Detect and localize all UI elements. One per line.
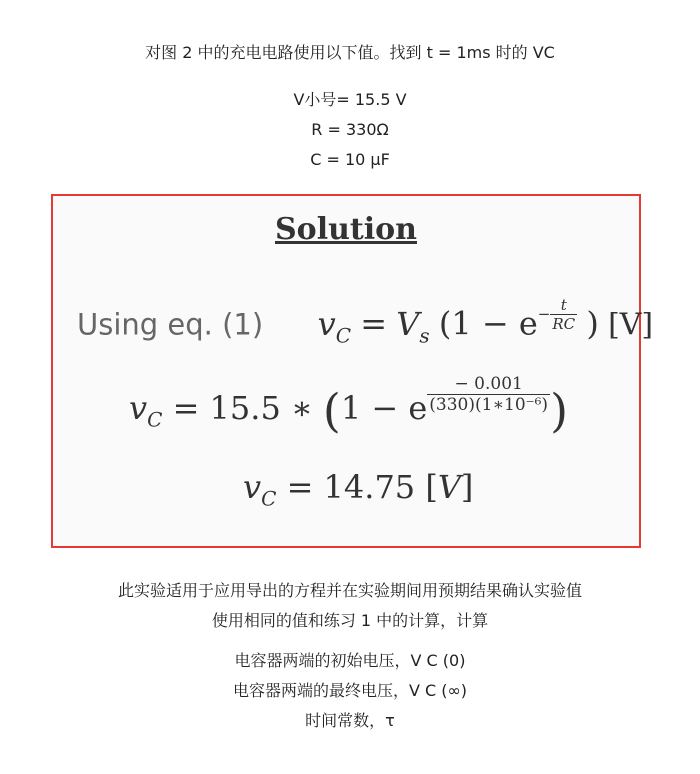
eq1-unit: [V] [608,307,654,343]
equation-3 [243,468,473,510]
eq1-close: ) [586,304,599,343]
equation-2 [129,374,569,438]
value-vs: V小号= 15.5 V [293,90,407,109]
eq2-rhs: = 15.5 ∗ [172,389,313,427]
eq1-vs: $V_s$ [396,304,430,347]
eq3-rhs: = 14.75 [ [286,468,438,506]
using-eq-label: Using eq. (1) [77,307,264,342]
solution-title: Solution [275,212,417,247]
solution-box [51,194,654,548]
equation-1 [77,296,653,347]
footer-item-time-constant: 时间常数，τ [305,711,395,730]
footer-item-initial-voltage: 电容器两端的初始电压，V C (0) [234,651,466,670]
footer-line-2: 使用相同的值和练习 1 中的计算，计算 [211,611,489,630]
eq2-exponent: − 0.001 (330)(1∗10⁻⁶) [429,374,549,415]
eq2-close-paren: ) [550,383,569,438]
footer-line-1: 此实验适用于应用导出的方程并在实验期间用预期结果确认实验值 [117,581,582,600]
eq2-inner: 1 − e [340,389,428,427]
eq3-lhs: $v_C$ [243,468,277,511]
eq2-open-paren: ( [322,383,341,438]
eq1-lhs: $v_C$ [317,304,351,347]
value-c: C = 10 μF [310,150,390,169]
eq1-open: (1 − e [438,304,538,343]
footer-item-final-voltage: 电容器两端的最终电压，V C (∞) [232,681,468,700]
eq3-unit-close: ] [460,468,474,506]
eq1-exponent: − t RC [537,296,576,333]
value-r: R = 330Ω [311,120,389,139]
question-text: 对图 2 中的充电电路使用以下值。找到 t = 1ms 时的 VC [145,43,555,62]
eq2-lhs: $v_C$ [129,389,163,432]
eq3-unit-letter: V [437,468,461,506]
eq1-equals: = [360,304,388,343]
